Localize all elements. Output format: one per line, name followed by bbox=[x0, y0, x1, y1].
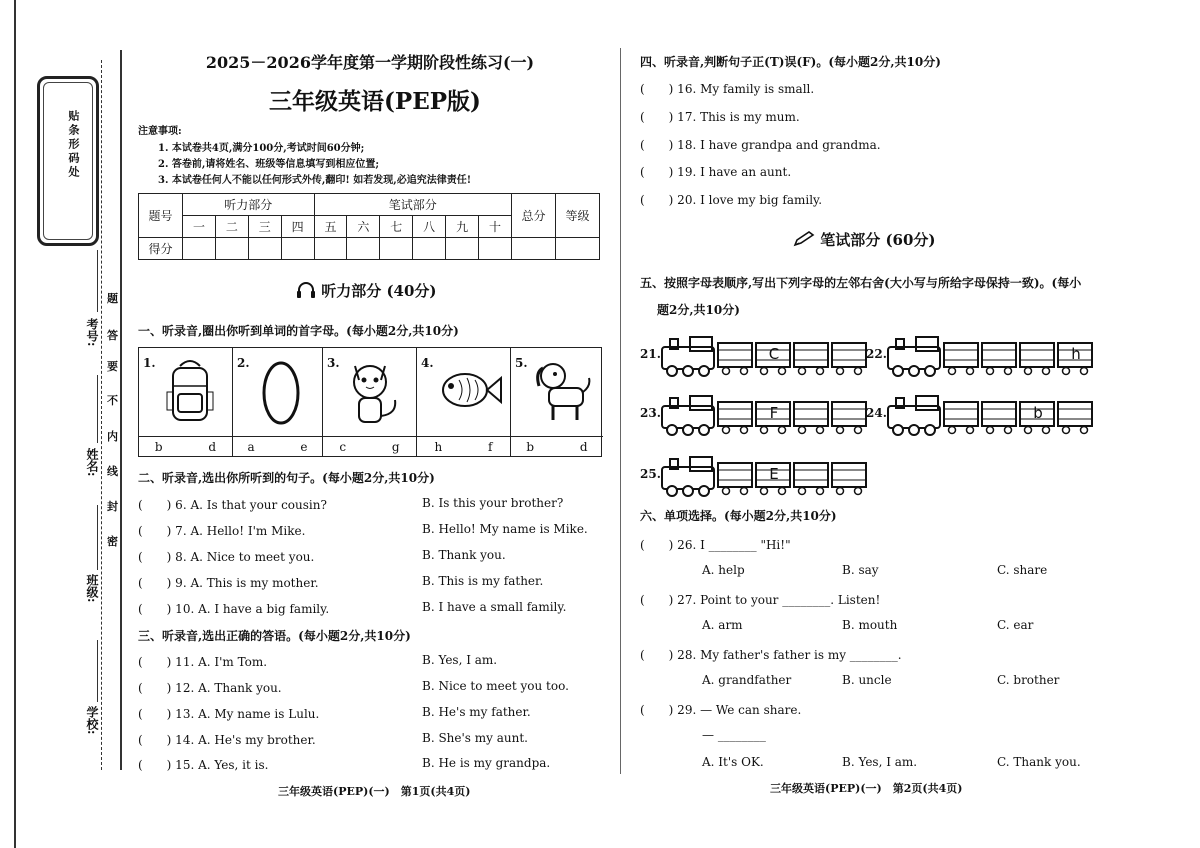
train-given-letter: h bbox=[1071, 345, 1081, 363]
train-icon bbox=[660, 453, 872, 499]
cut-line-char: 内 bbox=[107, 430, 118, 443]
mc-option-b[interactable]: B. uncle bbox=[842, 673, 892, 687]
mc-question: ( ) 26. I ________ "Hi!" bbox=[640, 538, 791, 552]
cut-line-char: 密 bbox=[107, 535, 118, 548]
score-cell[interactable] bbox=[215, 238, 248, 260]
mc-option-b[interactable]: B. mouth bbox=[842, 618, 898, 632]
name-field[interactable] bbox=[97, 375, 98, 443]
section5-title-line2: 题2分,共10分) bbox=[657, 303, 740, 317]
train-given-letter: b bbox=[1033, 404, 1043, 422]
section5-title-line1: 五、按照字母表顺序,写出下列字母的左邻右舍(大小写与所给字母保持一致)。(每小 bbox=[640, 276, 1082, 290]
tf-question[interactable]: ( ) 17. This is my mum. bbox=[640, 110, 800, 124]
score-cell[interactable] bbox=[556, 238, 600, 260]
question-option-b[interactable]: B. This is my father. bbox=[422, 574, 544, 588]
question-option-a[interactable]: ( ) 9. A. This is my mother. bbox=[138, 576, 319, 590]
fish-icon bbox=[437, 362, 503, 418]
listening-section-header bbox=[296, 280, 437, 301]
question-option-a[interactable]: ( ) 7. A. Hello! I'm Mike. bbox=[138, 524, 306, 538]
school-field[interactable] bbox=[97, 640, 98, 702]
letter-options[interactable]: a e bbox=[233, 436, 323, 457]
letter-options[interactable]: b d bbox=[139, 436, 233, 457]
item-number: 2. bbox=[237, 356, 250, 370]
question-option-a[interactable]: ( ) 13. A. My name is Lulu. bbox=[138, 707, 320, 721]
note-item: 3. 本试卷任何人不能以任何形式外传,翻印! 如若发现,必追究法律责任! bbox=[158, 175, 472, 186]
binding-solid-line bbox=[120, 50, 122, 770]
score-col-number: 三 bbox=[248, 216, 281, 238]
letter-options[interactable]: c g bbox=[323, 436, 417, 457]
item-number: 1. bbox=[143, 356, 156, 370]
tf-question[interactable]: ( ) 16. My family is small. bbox=[640, 82, 815, 96]
score-cell[interactable] bbox=[281, 238, 314, 260]
class-label: 班级: bbox=[85, 574, 99, 603]
score-cell[interactable] bbox=[183, 238, 216, 260]
section6-title: 六、单项选择。(每小题2分,共10分) bbox=[640, 509, 837, 523]
picture-cell bbox=[323, 348, 417, 436]
score-col-number: 一 bbox=[183, 216, 216, 238]
mc-question: ( ) 29. — We can share. bbox=[640, 703, 802, 717]
mc-option-a[interactable]: A. It's OK. bbox=[702, 755, 764, 769]
question-option-b[interactable]: B. She's my aunt. bbox=[422, 731, 528, 745]
cut-line-char: 题 bbox=[107, 292, 118, 305]
tf-question[interactable]: ( ) 18. I have grandpa and grandma. bbox=[640, 138, 881, 152]
section1-title: 一、听录音,圈出你听到单词的首字母。(每小题2分,共10分) bbox=[138, 324, 459, 338]
exam-number-label: 考号: bbox=[85, 318, 99, 347]
question-option-b[interactable]: B. Nice to meet you too. bbox=[422, 679, 569, 693]
page-edge-line bbox=[14, 0, 16, 848]
score-total-header: 总分 bbox=[512, 194, 556, 238]
headphones-icon bbox=[296, 282, 321, 300]
pencil-icon bbox=[793, 231, 820, 249]
picture-cell bbox=[139, 348, 233, 436]
question-option-b[interactable]: B. Hello! My name is Mike. bbox=[422, 522, 588, 536]
note-item: 2. 答卷前,请将姓名、班级等信息填写到相应位置; bbox=[158, 159, 380, 170]
footer-left: 三年级英语(PEP)(一) 第1页(共4页) bbox=[278, 785, 471, 798]
mc-option-a[interactable]: A. help bbox=[702, 563, 745, 577]
score-cell[interactable] bbox=[380, 238, 413, 260]
train-icon bbox=[660, 392, 872, 438]
question-option-a[interactable]: ( ) 15. A. Yes, it is. bbox=[138, 758, 269, 772]
score-col-number: 六 bbox=[347, 216, 380, 238]
train-icon bbox=[886, 392, 1098, 438]
mc-option-c[interactable]: C. brother bbox=[997, 673, 1060, 687]
class-field[interactable] bbox=[97, 505, 98, 570]
binding-dashed-line bbox=[101, 60, 102, 770]
tf-question[interactable]: ( ) 19. I have an aunt. bbox=[640, 165, 792, 179]
train-number: 22. bbox=[866, 347, 887, 361]
question-option-b[interactable]: B. He's my father. bbox=[422, 705, 531, 719]
train-icon bbox=[886, 333, 1098, 379]
cut-line-char: 封 bbox=[107, 500, 118, 513]
question-option-a[interactable]: ( ) 8. A. Nice to meet you. bbox=[138, 550, 315, 564]
score-cell[interactable] bbox=[512, 238, 556, 260]
footer-right: 三年级英语(PEP)(一) 第2页(共4页) bbox=[770, 782, 963, 795]
mc-option-c[interactable]: C. share bbox=[997, 563, 1048, 577]
section3-title: 三、听录音,选出正确的答语。(每小题2分,共10分) bbox=[138, 629, 411, 643]
mc-answer-line[interactable]: — ________ bbox=[702, 728, 766, 742]
mc-option-b[interactable]: B. say bbox=[842, 563, 879, 577]
score-row-label: 题号 bbox=[139, 194, 183, 238]
exam-number-field[interactable] bbox=[97, 250, 98, 312]
score-col-number: 十 bbox=[479, 216, 512, 238]
tf-question[interactable]: ( ) 20. I love my big family. bbox=[640, 193, 823, 207]
score-col-number: 八 bbox=[413, 216, 446, 238]
page-divider bbox=[620, 48, 621, 774]
score-col-number: 四 bbox=[281, 216, 314, 238]
cat-icon bbox=[345, 356, 405, 428]
notes-title: 注意事项: bbox=[138, 126, 182, 137]
question-option-a[interactable]: ( ) 12. A. Thank you. bbox=[138, 681, 282, 695]
listening-section-title: 听力部分 (40分) bbox=[321, 282, 437, 300]
question-option-b[interactable]: B. He is my grandpa. bbox=[422, 756, 551, 770]
score-cell[interactable] bbox=[413, 238, 446, 260]
question-option-a[interactable]: ( ) 11. A. I'm Tom. bbox=[138, 655, 268, 669]
train-given-letter: F bbox=[769, 404, 779, 422]
cut-line-char: 要 bbox=[107, 360, 118, 373]
question-option-a[interactable]: ( ) 10. A. I have a big family. bbox=[138, 602, 330, 616]
score-table bbox=[138, 193, 600, 260]
mc-option-c[interactable]: C. Thank you. bbox=[997, 755, 1081, 769]
mc-option-b[interactable]: B. Yes, I am. bbox=[842, 755, 918, 769]
score-col-number: 九 bbox=[446, 216, 479, 238]
question-option-b[interactable]: B. Is this your brother? bbox=[422, 496, 564, 510]
section1-picture-grid bbox=[138, 347, 602, 457]
cut-line-char: 答 bbox=[107, 329, 118, 342]
score-cell[interactable] bbox=[314, 238, 347, 260]
train-number: 24. bbox=[866, 406, 887, 420]
mc-question: ( ) 27. Point to your ________. Listen! bbox=[640, 593, 881, 607]
score-col-number: 七 bbox=[380, 216, 413, 238]
question-option-a[interactable]: ( ) 6. A. Is that your cousin? bbox=[138, 498, 327, 512]
train-icon bbox=[660, 333, 872, 379]
train-number: 25. bbox=[640, 467, 661, 481]
question-option-b[interactable]: B. Yes, I am. bbox=[422, 653, 498, 667]
note-item: 1. 本试卷共4页,满分100分,考试时间60分钟; bbox=[158, 143, 365, 154]
picture-cell bbox=[233, 348, 323, 436]
train-given-letter: C bbox=[768, 345, 780, 363]
name-label: 姓名: bbox=[85, 448, 99, 477]
train-number: 21. bbox=[640, 347, 661, 361]
item-number: 4. bbox=[421, 356, 434, 370]
letter-options[interactable]: b d bbox=[511, 436, 603, 457]
dog-icon bbox=[531, 358, 595, 424]
exam-title: 2025－2026学年度第一学期阶段性练习(一) bbox=[205, 53, 535, 72]
score-cell[interactable] bbox=[479, 238, 512, 260]
question-option-b[interactable]: B. Thank you. bbox=[422, 548, 506, 562]
score-col-number: 二 bbox=[215, 216, 248, 238]
train-number: 23. bbox=[640, 406, 661, 420]
mc-option-c[interactable]: C. ear bbox=[997, 618, 1034, 632]
school-label: 学校: bbox=[85, 706, 99, 735]
score-cell[interactable] bbox=[446, 238, 479, 260]
score-cell[interactable] bbox=[248, 238, 281, 260]
mc-question: ( ) 28. My father's father is my ________. bbox=[640, 648, 902, 662]
train-given-letter: E bbox=[769, 465, 779, 483]
mc-option-a[interactable]: A. arm bbox=[702, 618, 743, 632]
backpack-icon bbox=[165, 356, 215, 426]
writing-section-title: 笔试部分 (60分) bbox=[820, 231, 936, 249]
section4-title: 四、听录音,判断句子正(T)误(F)。(每小题2分,共10分) bbox=[640, 55, 941, 69]
cut-line-char: 线 bbox=[107, 465, 118, 478]
score-col-number: 五 bbox=[314, 216, 347, 238]
score-listening-header: 听力部分 bbox=[183, 194, 315, 216]
letter-options[interactable]: h f bbox=[417, 436, 511, 457]
score-row-label: 得分 bbox=[139, 238, 183, 260]
section2-title: 二、听录音,选出你所听到的句子。(每小题2分,共10分) bbox=[138, 471, 435, 485]
item-number: 5. bbox=[515, 356, 528, 370]
cut-line-char: 不 bbox=[107, 394, 118, 407]
question-option-a[interactable]: ( ) 14. A. He's my brother. bbox=[138, 733, 316, 747]
exam-subtitle: 三年级英语(PEP版) bbox=[269, 88, 481, 115]
score-cell[interactable] bbox=[347, 238, 380, 260]
score-grade-header: 等级 bbox=[556, 194, 600, 238]
barcode-seal-label: 贴条形码处 bbox=[67, 110, 80, 180]
item-number: 3. bbox=[327, 356, 340, 370]
writing-section-header bbox=[793, 229, 936, 250]
oval-icon bbox=[261, 360, 301, 426]
mc-option-a[interactable]: A. grandfather bbox=[702, 673, 792, 687]
question-option-b[interactable]: B. I have a small family. bbox=[422, 600, 567, 614]
picture-cell bbox=[511, 348, 603, 436]
score-writing-header: 笔试部分 bbox=[314, 194, 511, 216]
picture-cell bbox=[417, 348, 511, 436]
